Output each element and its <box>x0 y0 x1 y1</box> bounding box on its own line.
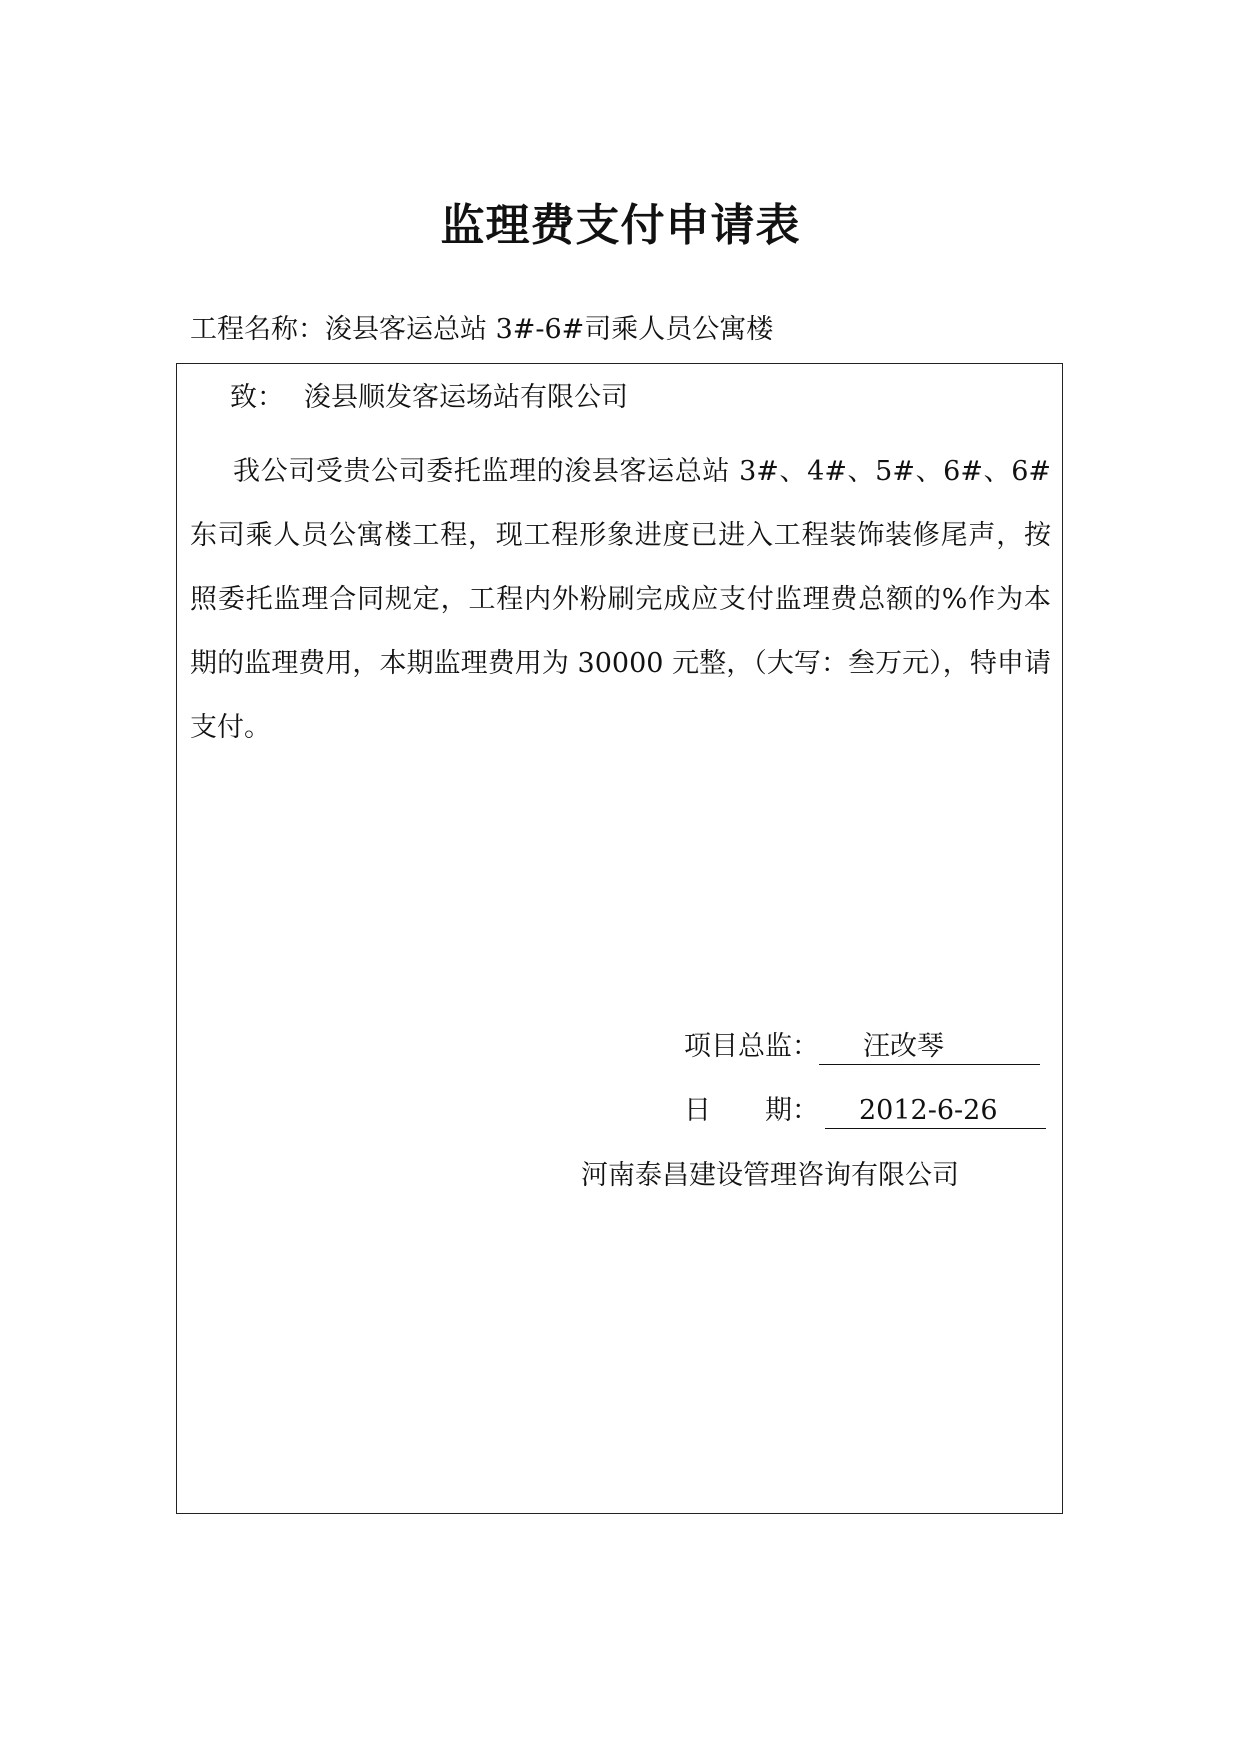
supervisor-name: 汪改琴 <box>819 1030 1040 1065</box>
addressee-company: 浚县顺发客运场站有限公司 <box>304 382 628 413</box>
date-label: 日 期： <box>684 1095 819 1126</box>
application-body-text: 我公司受贵公司委托监理的浚县客运总站 3#、4#、5#、6#、6#东司乘人员公寓楼工程，现工程形象进度已进入工程装饰装修尾声，按照委托监理合同规定，工程内外粉刷完成应支付监理费总额的%作为本期的监理费用，本期监理费用为 30000 元整，（大写：叁万元），特申请支付。 <box>190 456 1051 743</box>
addressee-line <box>230 378 628 418</box>
project-name: 工程名称：浚县客运总站 3#-6#司乘人员公寓楼 <box>190 314 774 345</box>
date-value: 2012-6-26 <box>825 1094 1046 1129</box>
addressee-label: 致： <box>230 382 284 413</box>
supervisor-row <box>684 1027 1040 1067</box>
date-row <box>684 1091 1046 1131</box>
document-title: 监理费支付申请表 <box>440 200 801 251</box>
supervisor-label: 项目总监： <box>684 1031 819 1062</box>
issuing-company: 河南泰昌建设管理咨询有限公司 <box>581 1160 959 1191</box>
